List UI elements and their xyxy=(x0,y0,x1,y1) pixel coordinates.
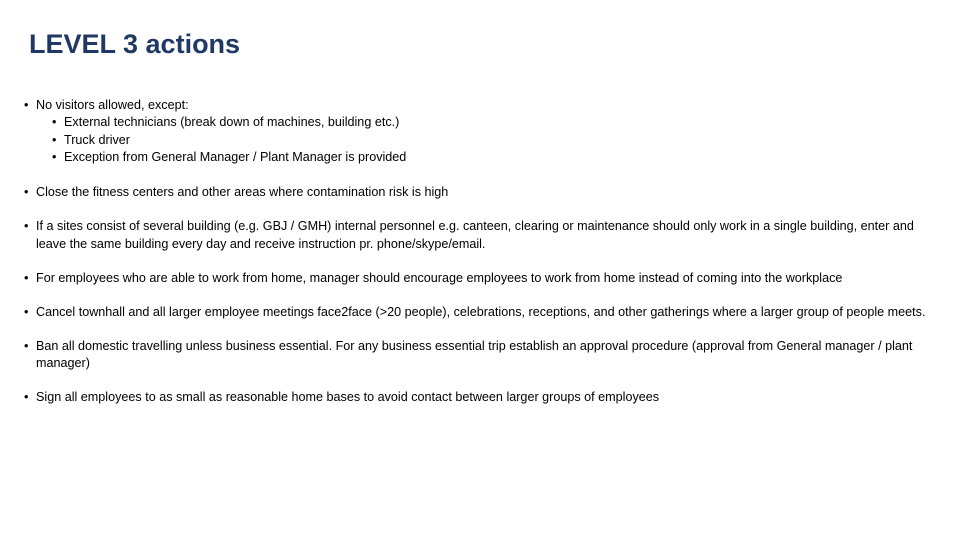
bullet-item-travel: • Ban all domestic travelling unless business essential. For any business essential trip establish an approval procedure (approval from General manager / plant manager) xyxy=(22,338,934,373)
bullet-item-fitness: • Close the fitness centers and other areas where contamination risk is high xyxy=(22,184,934,201)
bullet-item-building: • If a sites consist of several building (e.g. GBJ / GMH) internal personnel e.g. canteen, clearing or maintenance should only work in a single building, enter and leave the same building every day and receive instruction pr. phone/skype/email. xyxy=(22,218,934,253)
sub-bullet-item: • Truck driver xyxy=(64,132,934,149)
bullet-text: No visitors allowed, except: xyxy=(36,98,189,112)
bullet-item-home-bases: • Sign all employees to as small as reasonable home bases to avoid contact between larger groups of employees xyxy=(22,389,934,406)
bullet-list xyxy=(22,97,934,423)
bullet-item-visitors xyxy=(22,97,934,167)
bullet-item-meetings: • Cancel townhall and all larger employee meetings face2face (>20 people), celebrations, receptions, and other gatherings where a larger group of people meets. xyxy=(22,304,934,321)
sub-bullet-item: • External technicians (break down of machines, building etc.) xyxy=(64,114,934,131)
bullet-item-home-work: • For employees who are able to work from home, manager should encourage employees to work from home instead of coming into the workplace xyxy=(22,270,934,287)
sub-bullet-item: • Exception from General Manager / Plant Manager is provided xyxy=(64,149,934,166)
slide-title: LEVEL 3 actions xyxy=(29,29,241,59)
sub-bullet-list xyxy=(36,114,934,166)
